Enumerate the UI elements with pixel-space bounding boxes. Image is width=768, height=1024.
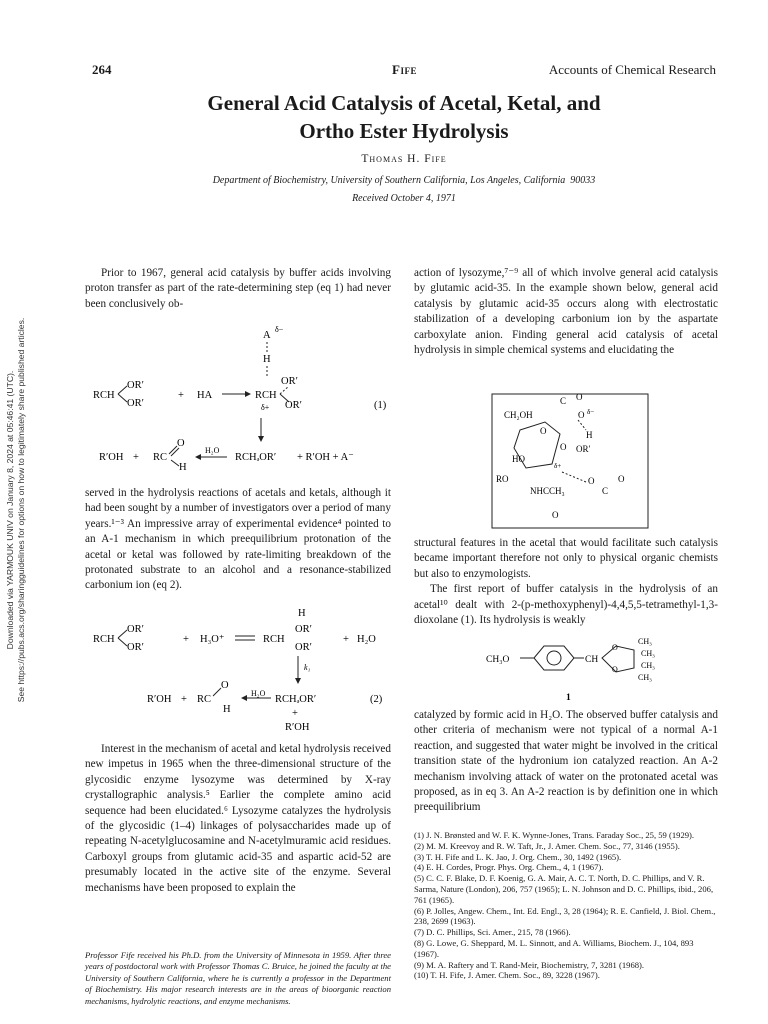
eq2-RC: RC: [197, 694, 212, 705]
eq1-arrowhead: [258, 436, 264, 442]
proton-H: H: [586, 430, 593, 440]
eq1-HA: HA: [197, 390, 213, 401]
eq2-H3O: H₃O⁺: [200, 634, 225, 645]
references-list: [414, 830, 718, 981]
eq2-ROH: R′OH: [147, 694, 172, 705]
eq1-RCH-OR: RCHₔOR′: [235, 452, 277, 463]
eq1-ROH: R′OH: [99, 452, 124, 463]
paragraph-text: Interest in the mechanism of acetal and ketal hydrolysis received new impetus in 1965 when the three-dimensional structure of the glycosidic enzyme lysozyme was determined by X-ray crystallographic analysis.⁵ Earlier the complete amino acid sequence had been elucidated.⁶ Lysozyme catalyzes the hydrolysis of the glycosidic (1–4) linkages of polysaccharides made up of repeating N-acetylglucosamine and N-acetylmuramic acid residues. Carboxyl groups from glutamic acid-35 and aspartic acid-52 are presumably located in the active site of the enzyme. Several mechanisms have been proposed to explain the: [85, 743, 391, 894]
eq1-ROH-A: + R′OH + A⁻: [297, 452, 354, 463]
title-line-2: Ortho Ester Hydrolysis: [299, 119, 509, 143]
amide-O: O: [552, 510, 559, 520]
methyl-4: CH₃: [638, 673, 652, 682]
aromatic-circle: [547, 651, 561, 665]
eq1-RCH-2: RCH: [255, 390, 277, 401]
equation-1: [85, 322, 395, 472]
eq1-delta-minus: δ−: [275, 325, 284, 334]
eq1-bond: [169, 446, 177, 454]
glu-C: C: [560, 396, 567, 406]
reference-item: (1) J. N. Brønsted and W. F. K. Wynne-Jones, Trans. Faraday Soc., 25, 59 (1929).: [414, 830, 695, 840]
reference-item: (9) M. A. Raftery and T. Rand-Meir, Biochemistry, 7, 3281 (1968).: [414, 959, 645, 970]
eq1-bond: [118, 394, 127, 402]
paragraph-text: Prior to 1967, general acid catalysis by buffer acids involving proton transfer as part of the rate-determining step (eq 1) had never been conclusively ob-: [85, 267, 391, 310]
paragraph-text: catalyzed by formic acid in H₂O. The observed buffer catalysis and other criteria of mechanism were not typical of a normal A-1 reaction, and suggested that water might be involved in the critical transition state of the hydronium ion catalyzed reaction. An A-2 mechanism involving attack of water on the protonated acetal was proposed, as in eq 3. An A-2 reaction is by definition one in which preequilibrium: [414, 709, 718, 814]
eq1-delta-plus: δ+: [261, 403, 270, 412]
methyl-3: CH₃: [641, 661, 655, 670]
eq2-OR-bottom: OR′: [127, 642, 144, 653]
affiliation-zip: 90033: [570, 175, 596, 186]
author-biography: Professor Fife received his Ph.D. from the University of Minnesota in 1959. After three years of postdoctoral work with Professor Thomas C. Bruice, he joined the faculty at the University of Southern California, where he is currently a professor in the Department of Biochemistry. His major research interests are in the areas of bioorganic reaction mechanisms, hydrolytic reactions, and enzyme mechanisms.: [85, 950, 391, 1006]
reference-item: (3) T. H. Fife and L. K. Jao, J. Org. Chem., 30, 1492 (1965).: [414, 851, 622, 862]
RO-group: RO: [496, 474, 509, 484]
eq2-bond: [118, 630, 127, 638]
asp-O-minus: O: [588, 476, 595, 486]
eq1-RC: RC: [153, 452, 168, 463]
glu-O: O: [576, 392, 583, 402]
eq2-OR-b: OR′: [295, 642, 312, 653]
right-paragraph-2: [414, 536, 718, 628]
right-paragraph-1: [414, 266, 718, 358]
eq2-RCH: RCH: [93, 634, 115, 645]
ring-O: O: [540, 426, 547, 436]
eq2-H2O-small: H₂O: [251, 689, 266, 698]
eq2-OR-top: OR′: [127, 624, 144, 635]
eq2-k1: k₁: [304, 663, 311, 672]
author-name: Thomas H. Fife: [361, 153, 447, 165]
acetal-CH: CH: [585, 655, 599, 665]
reference-item: (8) G. Lowe, G. Sheppard, M. L. Sinnott, and A. Williams, Biochem. J., 104, 893 (1967).: [414, 937, 694, 959]
compound-label: 1: [566, 693, 571, 703]
ring-O-2: O: [612, 665, 618, 674]
delta-plus: δ+: [554, 462, 562, 470]
eq1-H: H: [263, 354, 271, 365]
eq2-arrowhead: [241, 695, 247, 701]
eq1-H-ald: H: [179, 462, 187, 472]
journal-name: Accounts of Chemical Research: [548, 62, 716, 77]
dioxolane-ring: [602, 646, 634, 672]
paragraph-text: served in the hydrolysis reactions of acetals and ketals, although it had been sought by a number of investigators over a period of many years.¹⁻³ An impressive array of experimental evidence⁴ pointed to an A-1 mechanism in which preequilibrium protonation of the acetal or ketal was followed by rate-limiting breakdown of the protonated substrate to an alcohol and a resonance-stabilized carbonium ion (eq 2).: [85, 487, 391, 592]
eq1-plus: +: [133, 452, 139, 463]
eq2-O: O: [221, 680, 229, 691]
article-title: [92, 89, 716, 145]
eq1-bond: [118, 386, 127, 394]
compound-1-structure: [486, 634, 706, 704]
eq2-H-ald: H: [223, 704, 231, 715]
glu-delta-minus: δ−: [587, 408, 595, 416]
eq1-OR-bottom-2: OR′: [285, 400, 302, 411]
lysozyme-active-site-diagram: [490, 392, 650, 530]
eq1-bond: [171, 448, 179, 456]
eq2-plus: +: [183, 634, 189, 645]
running-author: Fife: [392, 62, 417, 77]
affiliation: [92, 175, 716, 186]
methoxy: CH₃O: [486, 655, 510, 665]
page-number: 264: [92, 62, 112, 77]
equation-1-drawing: [85, 322, 395, 472]
compound-1-drawing: [486, 634, 706, 704]
eq2-H: H: [298, 608, 306, 619]
aglycone-OR: OR′: [576, 444, 591, 454]
eq1-OR-top: OR′: [127, 380, 144, 391]
left-paragraph-2: [85, 486, 391, 594]
eq2-plus-4: +: [292, 708, 298, 719]
eq2-plus-2: +: [343, 634, 349, 645]
eq1-OR-top-2: OR′: [281, 376, 298, 387]
paragraph-text: structural features in the acetal that would facilitate such catalysis became important therefore not only to physical organic chemists but also to enzymologists.: [414, 537, 718, 580]
glu-O-minus: O: [578, 410, 585, 420]
equation-2: [85, 606, 395, 736]
eq1-bond: [280, 386, 289, 394]
eq1-plus: +: [178, 390, 184, 401]
eq1-label: (1): [374, 400, 387, 411]
eq1-A: A: [263, 330, 271, 341]
running-header: [92, 62, 716, 80]
watermark-line-2: See https://pubs.acs.org/sharingguidelines for options on how to legitimately share published articles.: [16, 317, 26, 703]
HO-group: HO: [512, 454, 525, 464]
eq1-H2O: H₂O: [205, 446, 220, 455]
eq2-arrowhead: [295, 678, 301, 684]
watermark-text: [5, 318, 27, 703]
watermark-line-1: Downloaded via YARMOUK UNIV on January 8, 2024 at 05:46:41 (UTC).: [5, 370, 15, 650]
eq1-OR-bottom: OR′: [127, 398, 144, 409]
reference-item: (5) C. C. F. Blake, D. F. Koenig, G. A. Mair, A. C. T. North, D. C. Phillips, and V. R. Sarma, Nature (London), 206, 757 (1965); L. N. Johnson and D. C. Phillips, ibid., 206, 761 (1965).: [414, 873, 714, 905]
electrostatic-link: [562, 472, 586, 482]
download-watermark: [2, 300, 30, 720]
eq1-RCH: RCH: [93, 390, 115, 401]
eq1-arrowhead: [245, 391, 251, 397]
sugar-CH2OH: CH₂OH: [504, 410, 533, 420]
left-paragraph-1: [85, 266, 391, 312]
eq2-RCH-OR: RCHₔOR′: [275, 694, 317, 705]
reference-item: (6) P. Jolles, Angew. Chem., Int. Ed. Engl., 3, 28 (1964); R. E. Canfield, J. Biol. Chem., 238, 2699 (1963).: [414, 905, 716, 927]
reference-item: (7) D. C. Phillips, Sci. Amer., 215, 78 (1966).: [414, 927, 571, 938]
methyl-2: CH₃: [641, 649, 655, 658]
eq2-bond: [118, 638, 127, 646]
benzene-ring: [534, 646, 574, 670]
right-paragraph-4: [414, 708, 718, 816]
reference-item: (10) T. H. Fife, J. Amer. Chem. Soc., 89, 3228 (1967).: [414, 970, 600, 981]
hbond: [578, 420, 586, 430]
equation-2-drawing: [85, 606, 395, 736]
aglycone-O: O: [560, 442, 567, 452]
eq2-plus-3: +: [181, 694, 187, 705]
methyl-1: CH₃: [638, 637, 652, 646]
title-line-1: General Acid Catalysis of Acetal, Ketal, and: [207, 91, 601, 115]
eq1-bond: [171, 460, 179, 466]
reference-item: (2) M. M. Kreevoy and R. W. Taft, Jr., J. Amer. Chem. Soc., 77, 3146 (1955).: [414, 840, 680, 851]
received-date: Received October 4, 1971: [352, 193, 456, 204]
eq2-OR-protonated: OR′: [295, 624, 312, 635]
NHCCH3-group: NHCCH₃: [530, 486, 565, 496]
paragraph-text: The first report of buffer catalysis in the hydrolysis of an acetal¹⁰ dealt with 2-(p-methoxyphenyl)-4,4,5,5-tetramethyl-1,3-dioxolane (1). Its hydrolysis is weakly: [414, 583, 718, 627]
affiliation-text: Department of Biochemistry, University of Southern California, Los Angeles, California: [212, 175, 566, 186]
eq2-ROH-2: R′OH: [285, 722, 310, 733]
asp-C: C: [602, 486, 609, 496]
ring-O-1: O: [612, 643, 618, 652]
left-paragraph-3: [85, 742, 391, 896]
reference-item: (4) E. H. Cordes, Progr. Phys. Org. Chem., 4, 1 (1967).: [414, 862, 604, 873]
eq2-H2O: H₂O: [357, 634, 376, 645]
eq2-RCH-2: RCH: [263, 634, 285, 645]
active-site-drawing: [490, 392, 650, 530]
eq1-arrowhead: [195, 454, 201, 460]
eq2-label: (2): [370, 694, 383, 705]
asp-O: O: [618, 474, 625, 484]
eq1-O: O: [177, 438, 185, 449]
eq2-bond: [213, 688, 221, 696]
paragraph-text: action of lysozyme,⁷⁻⁹ all of which involve general acid catalysis by glutamic acid-35. In the example shown below, general acid catalysis by glutamic acid-35 occurs along with electrostatic stabilization of a developing carbonium ion by the aspartate carboxylate anion. Finding general acid catalysis of acetal hydrolysis in simple chemical systems and elucidating the: [414, 267, 718, 357]
